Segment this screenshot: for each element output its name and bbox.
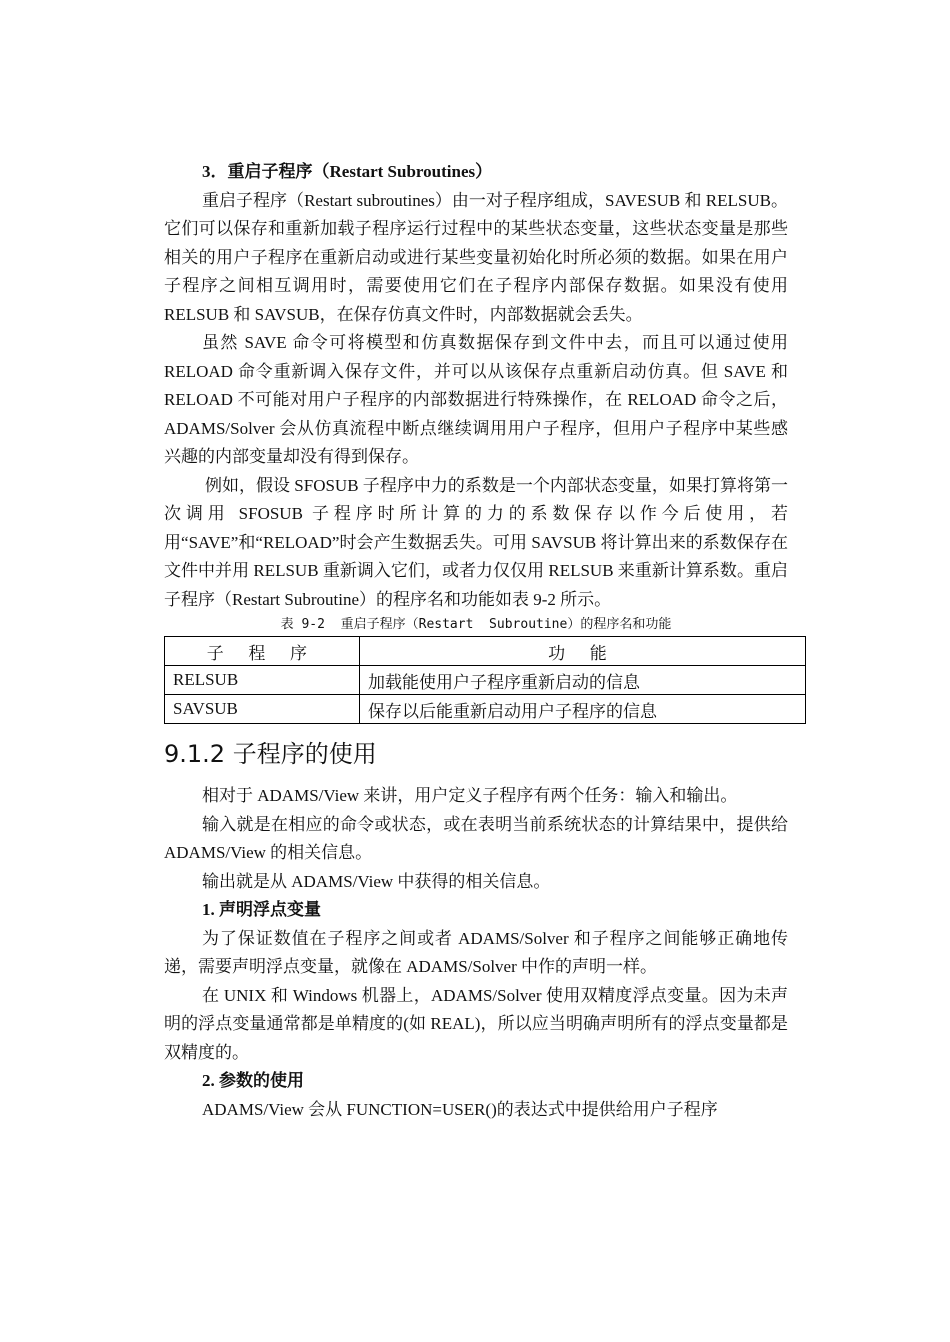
paragraph-output: 输出就是从 ADAMS/View 中获得的相关信息。 — [202, 871, 551, 891]
paragraph-float-passing: 为了保证数值在子程序之间或者 ADAMS/Solver 和子程序之间能够正确地传递，需要声明浮点变量，就像在 ADAMS/Solver 中作的声明一样。 — [164, 928, 788, 976]
paragraph-function-user: ADAMS/View 会从 FUNCTION=USER()的表达式中提供给用户子程序 — [202, 1099, 718, 1119]
table-cell-function: 保存以后能重新启动用户子程序的信息 — [360, 695, 806, 724]
restart-subroutine-table — [164, 636, 806, 724]
paragraph-save-reload: 虽然 SAVE 命令可将模型和仿真数据保存到文件中去，而且可以通过使用 RELOAD 命令重新调入保存文件，并可以从该保存点重新启动仿真。但 SAVE 和 RELOAD 不可能对用户子程序的内部数据进行特殊操作，在 RELOAD 命令之后，ADAMS/Solver 会从仿真流程中断点继续调用用户子程序，但用户子程序中某些感兴趣的内部变量却没有得到保存。 — [164, 333, 788, 466]
table-cell-name: RELSUB — [165, 666, 360, 695]
paragraph-restart-intro: 重启子程序（Restart subroutines）由一对子程序组成，SAVESUB 和 RELSUB。它们可以保存和重新加载子程序运行过程中的某些状态变量，这些状态变量是那些相关的用户子程序在重新启动或进行某些变量初始化时所必须的数据。如果在用户子程序之间相互调用时，需要使用它们在子程序内部保存数据。如果没有使用 RELSUB 和 SAVSUB，在保存仿真文件时，内部数据就会丢失。 — [164, 190, 788, 324]
table-cell-name: SAVSUB — [165, 695, 360, 724]
subheading-parameter-usage: 2. 参数的使用 — [202, 1071, 304, 1090]
table-header-cell: 功 能 — [360, 637, 806, 666]
paragraph-double-precision: 在 UNIX 和 Windows 机器上，ADAMS/Solver 使用双精度浮点变量。因为未声明的浮点变量通常都是单精度的(如 REAL)，所以应当明确声明所有的浮点变量都是双精度的。 — [164, 985, 788, 1062]
paragraph-two-tasks: 相对于 ADAMS/View 来讲，用户定义子程序有两个任务：输入和输出。 — [202, 786, 738, 805]
table-header-cell: 子 程 序 — [165, 637, 360, 666]
section-heading-restart-subroutines: 3．重启子程序（Restart Subroutines） — [202, 162, 493, 181]
paragraph-input: 输入就是在相应的命令或状态，或在表明当前系统状态的计算结果中，提供给 ADAMS/View 的相关信息。 — [164, 814, 788, 862]
document-page — [164, 158, 788, 1124]
table-row — [165, 695, 806, 724]
table-caption: 表 9-2 重启子程序（Restart Subroutine）的程序名和功能 — [280, 617, 672, 632]
table-cell-function: 加载能使用户子程序重新启动的信息 — [360, 666, 806, 695]
subheading-float-declaration: 1. 声明浮点变量 — [202, 900, 321, 919]
section-heading-subroutine-usage: 9.1.2 子程序的使用 — [164, 740, 377, 768]
table-row — [165, 666, 806, 695]
table-header-row — [165, 637, 806, 666]
paragraph-sfosub-example: 例如，假设 SFOSUB 子程序中力的系数是一个内部状态变量，如果打算将第一次调用 SFOSUB 子程序时所计算的力的系数保存以作今后使用，若用“SAVE”和“RELOAD”时会产生数据丢失。可用 SAVSUB 将计算出来的系数保存在文件中并用 RELSUB 重新调入它们，或者力仅仅用 RELSUB 来重新计算系数。重启子程序（Restart Subroutine）的程序名和功能如表 9-2 所示。 — [164, 475, 788, 609]
